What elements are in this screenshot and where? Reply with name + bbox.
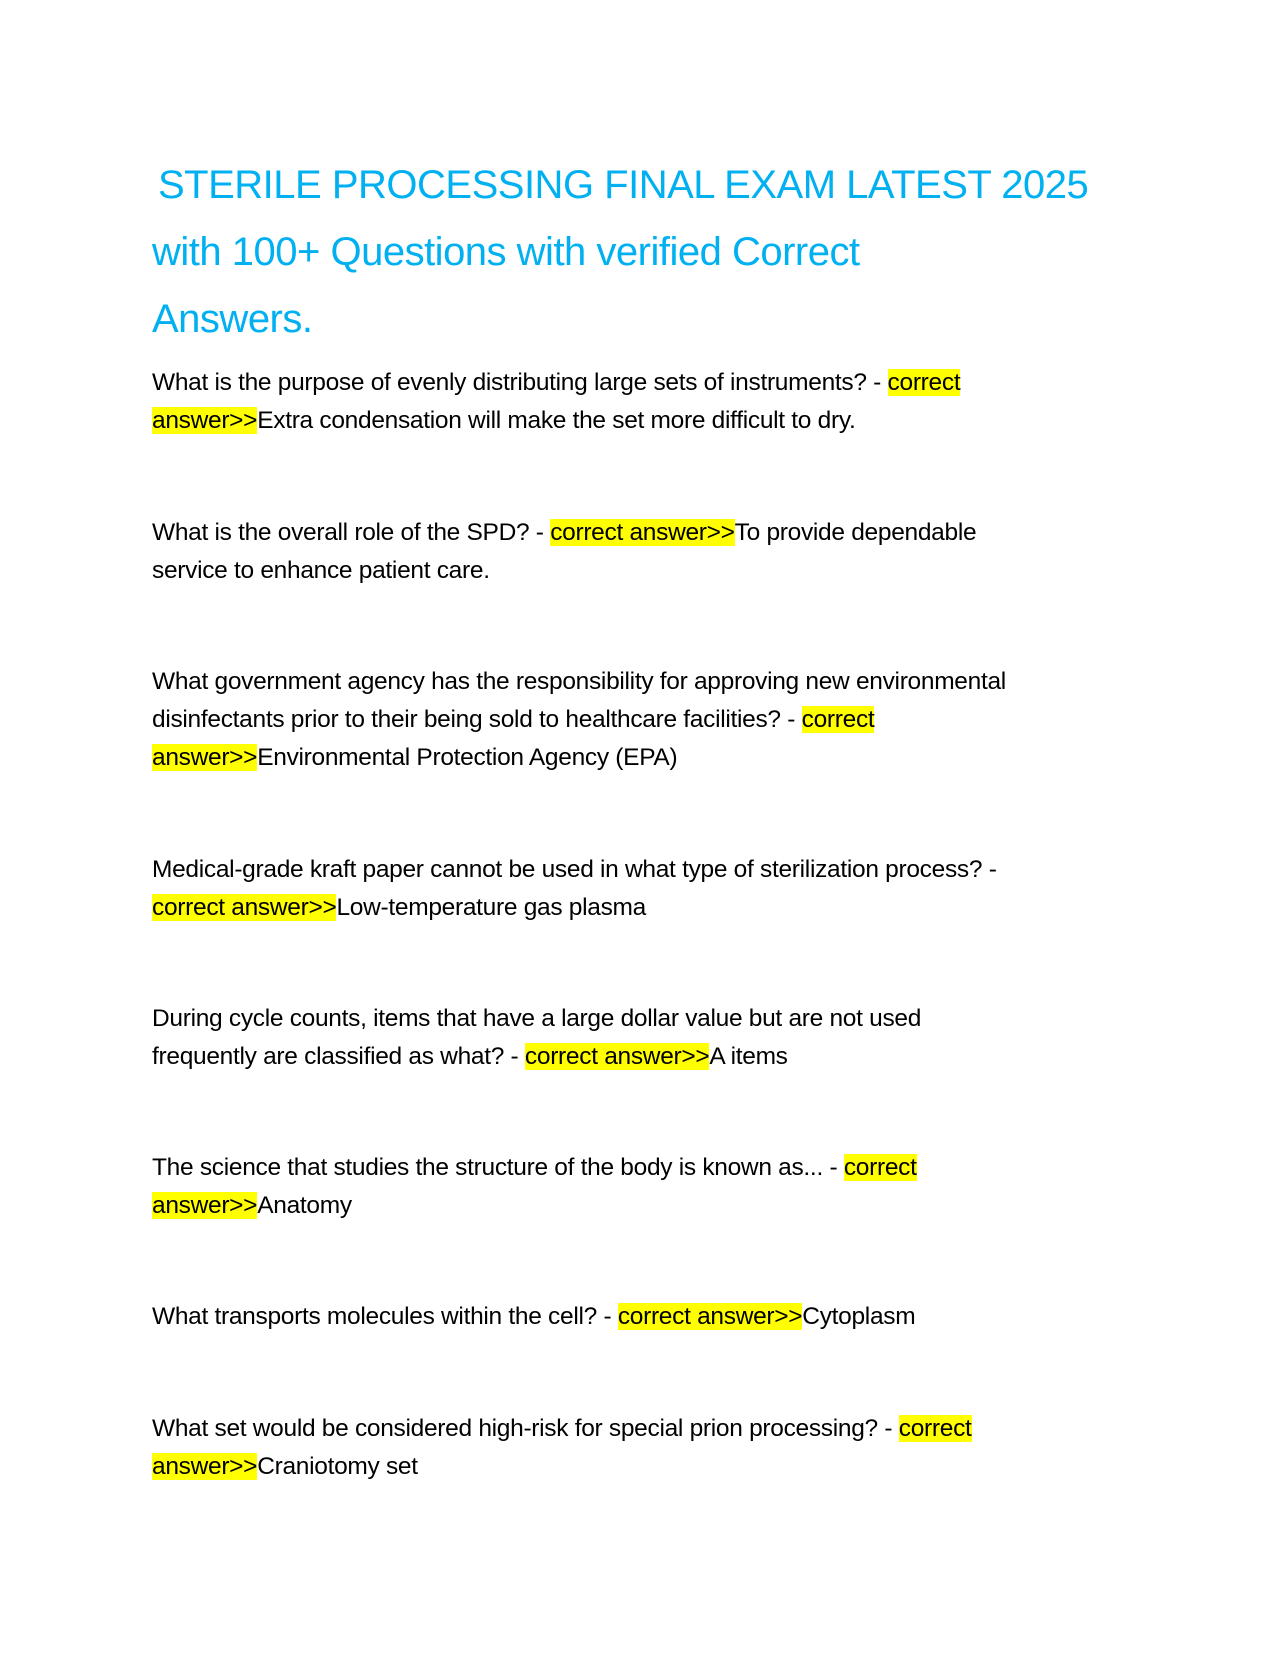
answer-marker: correct answer>> [152, 894, 337, 921]
qa-line [152, 1448, 1152, 1486]
question-text: What government agency has the responsibility for approving new environmental [152, 668, 1006, 695]
answer-text: Environmental Protection Agency (EPA) [257, 744, 678, 771]
answer-marker: correct [898, 1415, 972, 1442]
qa-line [152, 739, 1152, 777]
qa-item [152, 1410, 1152, 1486]
answer-marker: correct answer>> [550, 519, 735, 546]
question-text: What transports molecules within the cell? - [152, 1303, 618, 1330]
qa-item [152, 663, 1152, 777]
answer-marker: answer>> [152, 744, 258, 771]
answer-text: Cytoplasm [802, 1303, 916, 1330]
qa-line [152, 1000, 1152, 1038]
title-line: with 100+ Questions with verified Correct [152, 230, 860, 274]
answer-text: A items [709, 1043, 788, 1070]
answer-text: Extra condensation will make the set more difficult to dry. [257, 407, 856, 434]
question-text: disinfectants prior to their being sold to healthcare facilities? - [152, 706, 802, 733]
question-text: What is the overall role of the SPD? - [152, 519, 551, 546]
qa-item [152, 514, 1152, 590]
title-line: Answers. [152, 297, 313, 341]
answer-text: Craniotomy set [257, 1453, 418, 1480]
question-text: What set would be considered high-risk for special prion processing? - [152, 1415, 899, 1442]
qa-line [152, 1149, 1152, 1187]
answer-text: Low-temperature gas plasma [336, 894, 646, 921]
question-text: During cycle counts, items that have a large dollar value but are not used [152, 1005, 922, 1032]
question-text: Medical-grade kraft paper cannot be used in what type of sterilization process? - [152, 856, 997, 883]
qa-line [152, 552, 1152, 590]
question-text: frequently are classified as what? - [152, 1043, 525, 1070]
qa-line [152, 889, 1152, 927]
qa-line [152, 663, 1152, 701]
qa-line [152, 402, 1152, 440]
question-text: The science that studies the structure of the body is known as... - [152, 1154, 844, 1181]
qa-line [152, 1187, 1152, 1225]
answer-text: To provide dependable [734, 519, 977, 546]
qa-line [152, 1410, 1152, 1448]
qa-item [152, 1000, 1152, 1076]
qa-item [152, 364, 1152, 440]
qa-line [152, 514, 1152, 552]
qa-line [152, 851, 1152, 889]
qa-line [152, 1298, 1152, 1336]
qa-line [152, 701, 1152, 739]
qa-item [152, 851, 1152, 927]
question-text: service to enhance patient care. [152, 557, 490, 584]
question-text: What is the purpose of evenly distributing large sets of instruments? - [152, 369, 888, 396]
qa-line [152, 1038, 1152, 1076]
document-title [152, 152, 1152, 353]
answer-text: Anatomy [257, 1192, 352, 1219]
qa-item [152, 1298, 1152, 1336]
answer-marker: correct [843, 1154, 917, 1181]
answer-marker: correct answer>> [524, 1043, 710, 1070]
title-line: STERILE PROCESSING FINAL EXAM LATEST 2025 [158, 163, 1089, 207]
answer-marker: answer>> [152, 407, 258, 434]
answer-marker: answer>> [152, 1192, 258, 1219]
answer-marker: correct [801, 706, 875, 733]
answer-marker: answer>> [152, 1453, 258, 1480]
answer-marker: correct [887, 369, 961, 396]
qa-line [152, 364, 1152, 402]
answer-marker: correct answer>> [617, 1303, 803, 1330]
qa-item [152, 1149, 1152, 1225]
